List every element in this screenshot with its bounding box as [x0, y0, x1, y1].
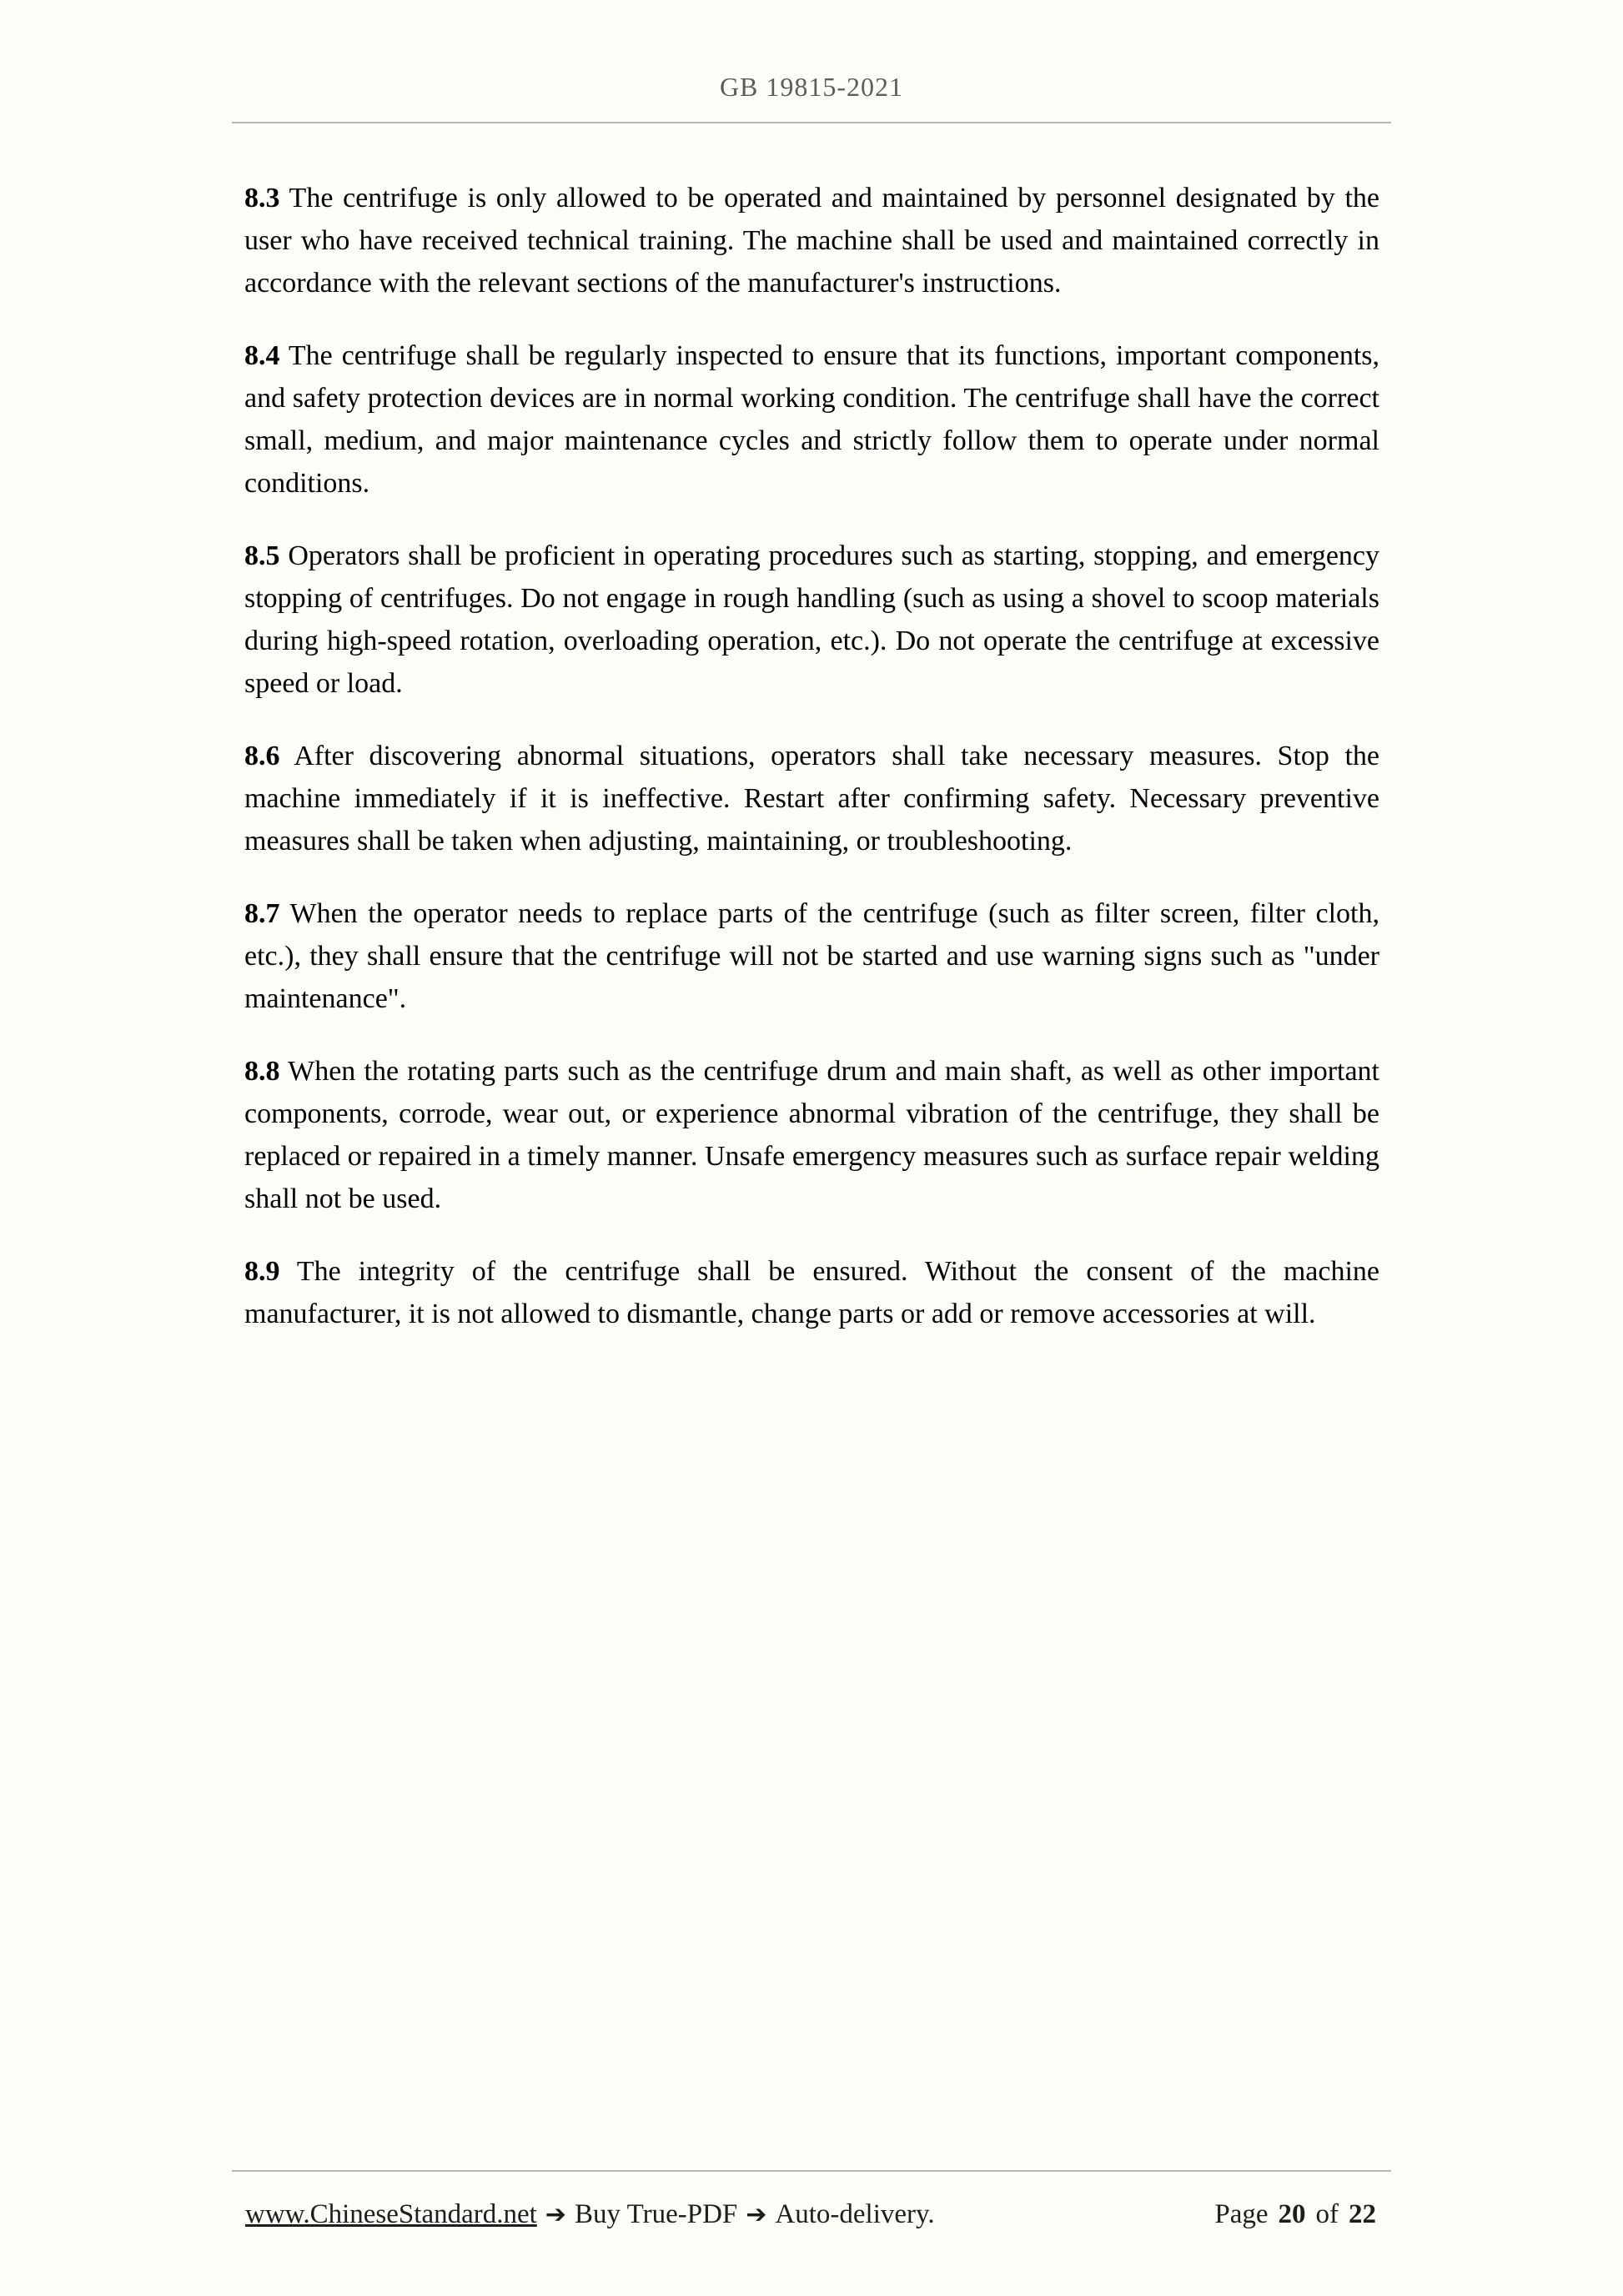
website-link[interactable]: www.ChineseStandard.net — [245, 2199, 537, 2229]
paragraph-text: When the rotating parts such as the centrifuge drum and main shaft, as well as other important components, corrode, wear out, or experience abnormal vibration of the centrifuge, they shall be replaced or repaired in a timely manner. Unsafe emergency measures such as surface repair welding shall not be used. — [244, 1056, 1379, 1214]
section-number: 8.3 — [244, 183, 280, 214]
document-footer — [0, 2170, 1623, 2296]
document-header — [0, 0, 1623, 123]
paragraph-text: Operators shall be proficient in operating procedures such as starting, stopping, and emergency stopping of centrifuges. Do not engage in rough handling (such as using a shovel to scoop materials during high-speed rotation, overloading operation, etc.). Do not operate the centrifuge at excessive speed or load. — [244, 540, 1380, 699]
paragraph-8-9 — [244, 1250, 1379, 1335]
section-number: 8.8 — [244, 1056, 280, 1087]
total-page-number: 22 — [1349, 2199, 1376, 2229]
page-indicator — [1214, 2197, 1376, 2232]
section-number: 8.7 — [244, 898, 280, 929]
paragraph-8-5 — [244, 535, 1379, 705]
current-page-number: 20 — [1278, 2199, 1306, 2229]
paragraph-8-8 — [244, 1050, 1379, 1220]
document-body — [244, 177, 1379, 1335]
arrow-icon: ➔ — [545, 2200, 566, 2229]
section-number: 8.5 — [244, 540, 280, 571]
footer-source-line — [245, 2197, 935, 2233]
paragraph-8-3 — [244, 177, 1379, 304]
standard-number-title: GB 19815-2021 — [719, 72, 904, 102]
header-divider — [232, 122, 1391, 123]
of-label: of — [1315, 2199, 1339, 2229]
footer-row — [245, 2197, 1376, 2233]
buy-true-pdf-text: Buy True-PDF — [574, 2199, 738, 2229]
arrow-icon: ➔ — [746, 2200, 767, 2229]
paragraph-text: The integrity of the centrifuge shall be ensured. Without the consent of the machine manufacturer, it is not allowed to dismantle, change parts or add or remove accessories at will. — [244, 1256, 1379, 1329]
section-number: 8.9 — [244, 1256, 280, 1287]
paragraph-text: The centrifuge is only allowed to be operated and maintained by personnel designated by the user who have received technical training. The machine shall be used and maintained correctly in accordance with the relevant sections of the manufacturer's instructions. — [244, 183, 1379, 299]
paragraph-8-4 — [244, 334, 1379, 505]
auto-delivery-text: Auto-delivery. — [775, 2199, 935, 2229]
page-label: Page — [1214, 2199, 1269, 2229]
section-number: 8.4 — [244, 340, 280, 371]
paragraph-text: The centrifuge shall be regularly inspected to ensure that its functions, important components, and safety protection devices are in normal working condition. The centrifuge shall have the correct small, medium, and major maintenance cycles and strictly follow them to operate under normal conditions. — [244, 340, 1380, 499]
paragraph-8-6 — [244, 735, 1379, 862]
paragraph-8-7 — [244, 892, 1379, 1020]
section-number: 8.6 — [244, 741, 280, 771]
paragraph-text: When the operator needs to replace parts of the centrifuge (such as filter screen, filter cloth, etc.), they shall ensure that the centrifuge will not be started and use warning signs such as "under maintenance". — [244, 898, 1379, 1014]
paragraph-text: After discovering abnormal situations, operators shall take necessary measures. Stop the machine immediately if it is ineffective. Restart after confirming safety. Necessary preventive measures shall be taken when adjusting, maintaining, or troubleshooting. — [244, 741, 1380, 857]
footer-divider — [232, 2170, 1391, 2172]
